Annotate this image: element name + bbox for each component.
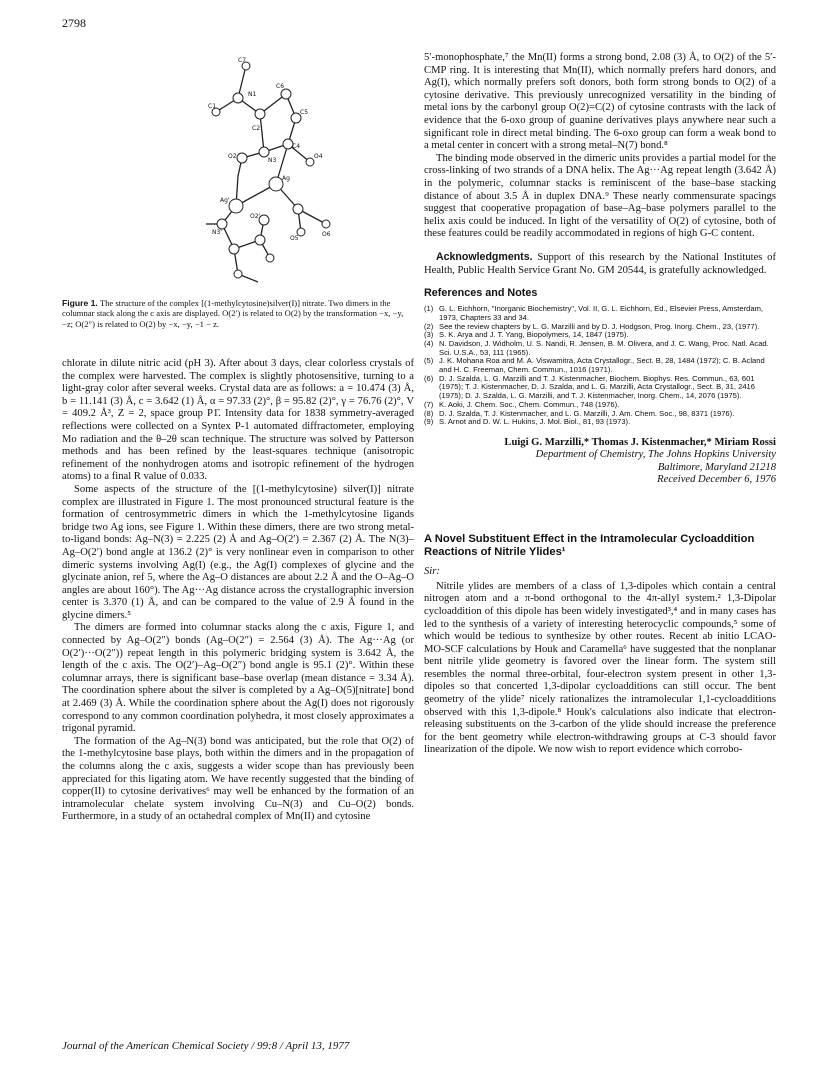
body-paragraph: Nitrile ylides are members of a class of 1,3-dipoles which contain a central nitrogen atom and a π-bond orthogonal to the 4π-allyl system.² 1,3-Dipolar cycloaddition of this dipole has been widely investigated³,⁴ and in many cases has led to the synthesis of a variety of interesting heterocyclic compounds,⁵ some of which would be tedious to synthesize by other routes. Recent ab initio LCAO-MO-SCF calculations by Houk and Caramella⁶ have suggested that the nonplanar bent nitrile ylide geometry is favored over the linear form. The system still resembles the normal three-orbital, four-electron system present in other 1,3-dipoles so that concerted 1,3-dipolar cycloadditions can still occur. The bent geometry of the ylide⁷ nicely rationalizes the intramolecular 1,1-cycloadditions observed with this 1,3-dipole.⁸ Houk's calculations also indicate that electron-releasing substituents on the 3-carbon of the ylide should increase the preference for the bent geometry while electron-withdrawing groups at C-3 should favor linearization of the dipole. We now wish to report evidence which corrobo- [424,580,776,756]
body-paragraph: Some aspects of the structure of the [(1-methylcytosine) silver(I)] nitrate complex are illustrated in Figure 1. The most pronounced structural feature is the formation of centrosymmetric dimers in which the 1-methylcytosine ligands bridge two Ag ions, see Figure 1. Within these dimers, there are two strong metal-to-ligand bonds: Ag–N(3) = 2.225 (2) Å and Ag–O(2′) = 2.367 (2) Å. The N(3)–Ag–O(2′) bond angle at 136.2 (2)° is very nonlinear even in comparison to other dimeric systems involving Ag(I) (e.g., the Ag(I) complexes of glycine and the glycinate anion, ref 5, where the Ag–O distances are about 2.2 Å and the O–Ag–O angles are about 160°). The Ag···Ag distance across the crystallographic inversion center is 3.370 (1) Å, and can be compared to the value of 2.9 Å found in the glycine dimers.⁵ [62,483,414,621]
references-heading: References and Notes [424,287,538,300]
article-title: A Novel Substituent Effect in the Intramolecular Cycloaddition Reactions of Nitrile Ylides¹ [424,532,755,558]
figure-caption-label: Figure 1. [62,298,98,308]
reference-item: (6) D. J. Szalda, L. G. Marzilli and T. J. Kistenmacher, Biochem. Biophys. Res. Commun., 63, 601 (1975); T. J. Kistenmacher, D. J. Szalda, and L. G. Marzilli, Acta Crystallogr., Sect. B, 31, 2416 (1975); D. J. Szalda, L. G. Marzilli, and T. J. Kistenmacher, Inorg. Chem., 14, 2076 (1975). [424,373,755,401]
authors: Luigi G. Marzilli,* Thomas J. Kistenmacher,* Miriam Rossi [504,436,776,448]
reference-item: (7) K. Aoki, J. Chem. Soc., Chem. Commun., 748 (1976). [424,399,620,409]
affiliation-line: Department of Chemistry, The Johns Hopkins University [535,448,776,460]
figure-caption-text: The structure of the complex [(1-methylcytosine)silver(I)] nitrate. Two dimers in the columnar stack along the c axis are displayed. O(2′) is related to O(2) by the transformation −x, −y, −z; O(2″) is related to O(2) by −x, −y, −1 − z. [62,298,404,329]
atom-label: O2' [250,213,261,220]
left-column-body [62,358,414,824]
references-list [424,305,776,427]
reference-item: (5) J. K. Mohana Roa and M. A. Viswamitra, Acta Crystallogr., Sect. B, 28, 1484 (1972); C. B. Acland and H. C. Freeman, Chem. Commun., 1016 (1971). [424,356,765,375]
received-date: Received December 6, 1976 [657,474,776,486]
acknowledgments [424,251,776,277]
atom-label: C1 [208,103,217,110]
body-paragraph: The formation of the Ag–N(3) bond was anticipated, but the role that O(2) of the 1-methylcytosine base plays, both within the dimers and in the propagation of the columns along the c axis, suggests a wider scope than has previously been appreciated for this ligating atom. We have recently suggested that the binding of copper(II) to cytosine derivatives⁶ may well be enhanced by the formation of an intramolecular chelate system involving Cu–N(3) and Cu–O(2) bonds. Furthermore, in a study of an octahedral complex of Mn(II) and cytosine [62,735,414,823]
reference-item: (1) G. L. Eichhorn, "Inorganic Biochemistry", Vol. II, G. L. Eichhorn, Ed., Elsevier Press, Amsterdam, 1973, Chapters 33 and 34. [424,304,764,322]
body-paragraph: 5′-monophosphate,⁷ the Mn(II) forms a strong bond, 2.08 (3) Å, to O(2) of the 5′-CMP ring. It is interesting that Mn(II), which normally prefers hard donors, and Ag(I), which normally prefers soft donors, both form strong bonds to O(2) of a cytosine derivative. This previously unrecognized versatility in the binding of metal ions by the carbonyl group O(2)=C(2) of cytosine contrasts with the lack of evidence that the 6-oxo group of guanine derivatives plays anywhere near such a significant role in direct metal binding. The 6-oxo group can form a weak bond to a metal center in concert with a strong metal–N(7) bond.⁸ [424,52,776,152]
reference-item: (9) S. Arnot and D. W. L. Hukins, J. Mol. Biol., 81, 93 (1973). [424,417,631,427]
atom-label: Ag [282,175,290,182]
reference-item: (8) D. J. Szalda, T. J. Kistenmacher, and L. G. Marzilli, J. Am. Chem. Soc., 98, 8371 (1976). [424,408,735,418]
page-number: 2798 [62,16,86,30]
atom-label: C6 [276,83,285,90]
reference-item: (2) See the review chapters by L. G. Marzilli and by D. J. Hodgson, Prog. Inorg. Chem., 23, (1977). [424,321,760,331]
atom-label: O5 [290,235,299,242]
body-paragraph: The binding mode observed in the dimeric units provides a partial model for the cross-linking of two strands of a DNA helix. The Ag···Ag repeat length (3.642 Å) in the polymeric, columnar stacks is reminiscent of the base–base stacking distance of about 3.5 Å in duplex DNA.⁹ These nearly commensurate spacings suggest that cooperative propagation of base–Ag–base polymers parallel to the helix axis could be induced. In light of the versatility of O(2) of cytosine, both of these features could be readily accommodated in regions of high G-C content. [424,152,776,240]
reference-item: (3) S. K. Arya and J. T. Yang, Biopolymers, 14, 1847 (1975). [424,330,629,340]
right-column [424,52,776,757]
atom-label: C7 [238,57,247,64]
atom-label: C5 [300,109,309,116]
atom-label: O2 [228,153,237,160]
acknowledgments-text: Support of this research by the National Institutes of Health, Public Health Service Grant No. GM 20544, is gratefully acknowledged. [424,251,776,276]
atom-label: C2 [252,125,261,132]
atom-label: N3' [212,229,222,236]
crystal-structure-figure [176,54,346,290]
body-paragraph: chlorate in dilute nitric acid (pH 3). After about 3 days, clear colorless crystals of the complex were harvested. The complex is slightly photosensitive, turning to a light-gray color after several weeks. Crystal data are as follows: a = 10.474 (3) Å, b = 11.141 (3) Å, c = 3.642 (1) Å, α = 97.33 (2)°, β = 95.82 (2)°, γ = 76.76 (2)°, V = 409.2 Å³, Z = 2, space group P1̄. Intensity data for 1838 symmetry-averaged reflections were collected on a Syntex P-1 automated diffractometer, employing Mo radiation and the θ–2θ scan technique. The structure was solved by Patterson methods and has been refined by the least-squares technique (anisotropic refinement of the nonhydrogen atoms and isotropic refinement of the hydrogen atoms) to a final R value of 0.033. [62,358,414,483]
atom-label: O4 [314,153,323,160]
atom-label: Ag' [220,197,230,204]
atom-label: N3 [268,157,277,164]
body-paragraph: The dimers are formed into columnar stacks along the c axis, Figure 1, and connected by Ag–O(2″) bonds (Ag–O(2″) = 2.564 (3) Å). The Ag···Ag (or O(2′)···O(2″)) repeat length in this polymeric bridging system is 3.642 Å, the length of the c axis. The O(2′)–Ag–O(2″) bond angle is 95.1 (2)°. Within these columnar arrays, there is significant base–base overlap (mean distance = 3.34 Å). The coordination sphere about the silver is completed by a Ag–O(5)[nitrate] bond at 2.469 (3) Å. While the coordination sphere about the Ag(I) does not rigorously correspond to any common coordination polyhedra, it most closely approximates a trigonal pyramid. [62,622,414,735]
acknowledgments-label: Acknowledgments. [436,250,533,263]
atom-label: O6 [322,231,331,238]
figure-caption [62,298,414,329]
affiliation-line: Baltimore, Maryland 21218 [657,461,776,473]
atom-label: C4 [292,143,301,150]
salutation: Sir: [424,565,440,577]
journal-footer: Journal of the American Chemical Society / 99:8 / April 13, 1977 [62,1040,350,1052]
reference-item: (4) N. Davidson, J. Widholm, U. S. Nandi, R. Jensen, B. M. Olivera, and J. C. Wang, Proc. Natl. Acad. Sci. U.S.A., 53, 111 (1965). [424,338,769,357]
atom-label: N1 [248,91,257,98]
